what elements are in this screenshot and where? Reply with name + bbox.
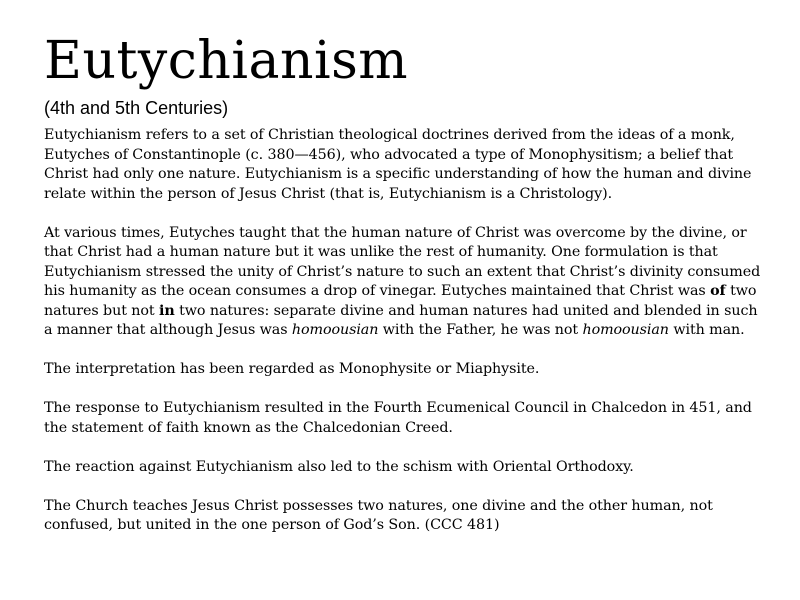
emphasis-in: in: [159, 302, 175, 319]
term-homoousian: homoousian: [582, 322, 669, 338]
text-segment: two natures but not: [44, 283, 757, 319]
paragraph-response: The response to Eutychianism resulted in the Fourth Ecumenical Council in Chalcedon in 451, and the statement of faith known as the Chalcedonian Creed.: [44, 400, 752, 436]
emphasis-of: of: [710, 283, 726, 299]
term-homoousian: homoousian: [291, 322, 379, 338]
paragraph-definition: Eutychianism refers to a set of Christian theological doctrines derived from the ideas of a monk, Eutyches of Constantinople (c. 380—456), who advocated a type of Monophysitism; a belief that Christ had only one nature. Eutychianism is a specific understanding of how the human and divine relate within the person of Jesus Christ (that is, Eutychianism is a Christology).: [44, 127, 752, 202]
paragraph-reaction: The reaction against Eutychianism also led to the schism with Oriental Orthodoxy.: [44, 458, 634, 475]
text-segment: with man.: [668, 322, 745, 338]
page-title: Eutychianism: [44, 31, 409, 91]
paragraph-church-teaching: The Church teaches Jesus Christ possesses two natures, one divine and the other human, not confused, but united in the one person of God’s Son. (CCC 481): [44, 497, 713, 533]
text-segment: two natures: separate divine and human natures had united and blended in such a manner that although Jesus was: [44, 302, 758, 338]
text-segment: with the Father, he was not: [378, 322, 583, 338]
paragraph-teachings: [44, 224, 764, 341]
text-segment: At various times, Eutyches taught that the human nature of Christ was overcome by the divine, or that Christ had a human nature but it was unlike the rest of humanity. One formulation is that Eutychianism stressed the unity of Christ’s nature to such an extent that Christ’s divinity consumed his humanity as the ocean consumes a drop of vinegar. Eutyches maintained that Christ was: [44, 224, 761, 299]
document-page: [44, 30, 764, 555]
paragraph-interpretation: The interpretation has been regarded as Monophysite or Miaphysite.: [44, 361, 540, 377]
page-subtitle: (4th and 5th Centuries): [44, 98, 229, 118]
